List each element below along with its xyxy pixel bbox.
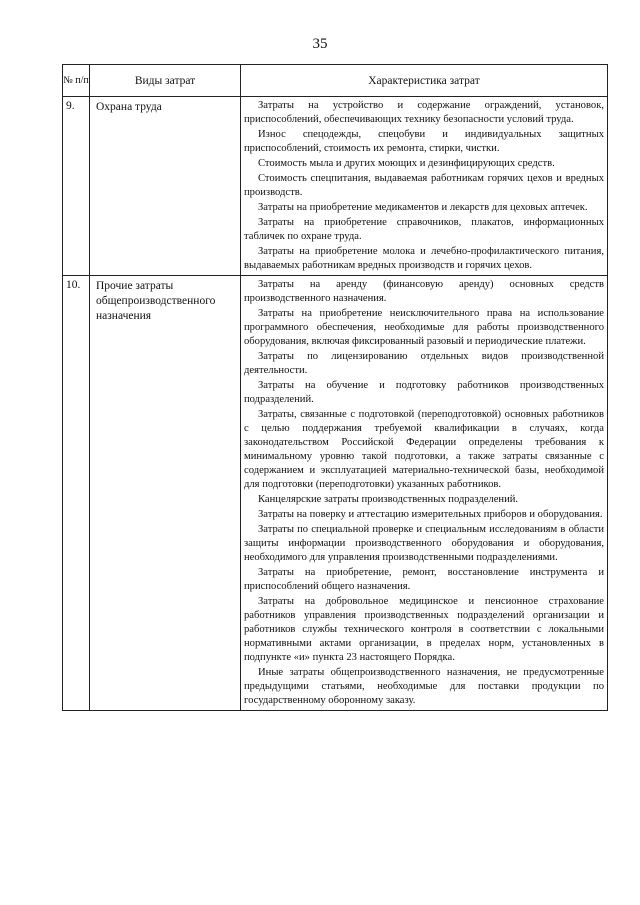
characteristic-paragraph: Затраты, связанные с подготовкой (переподготовкой) основных работников с целью поддержания требуемой квалификации в случаях, когда законодательством Российской Федерации определены требования к минимальному уровню такой подготовки, а также затраты связанные с содержанием и эксплуатацией материально-технической базы, необходимой для подготовки (переподготовки) указанных работников. [244,409,604,490]
table-row-10 [63,276,608,711]
characteristic-paragraph: Затраты на приобретение справочников, плакатов, информационных табличек по охране труда. [244,217,604,242]
characteristic-paragraph: Затраты на аренду (финансовую аренду) основных средств производственного назначения. [244,279,604,304]
characteristic-paragraph: Затраты на приобретение неисключительного права на использование программного обеспечения, необходимые для работы производственного оборудования, включая фиксированный разовый и периодические платежи. [244,308,604,347]
table-row-9 [63,97,608,276]
header-cost-characteristic: Характеристика затрат [241,65,608,97]
characteristic-paragraph: Затраты на приобретение, ремонт, восстановление инструмента и приспособлений общего назначения. [244,567,604,592]
row-number: 9. [63,97,90,276]
row-cost-type: Прочие затраты общепроизводственного назначения [90,276,241,711]
characteristic-paragraph: Канцелярские затраты производственных подразделений. [258,494,519,505]
characteristic-paragraph: Затраты на обучение и подготовку работников производственных подразделений. [244,380,604,405]
characteristic-paragraph: Затраты по лицензированию отдельных видов производственной деятельности. [244,351,604,376]
characteristic-paragraph: Стоимость спецпитания, выдаваемая работникам горячих цехов и вредных производств. [244,173,604,198]
characteristic-paragraph: Стоимость мыла и других моющих и дезинфицирующих средств. [258,158,555,169]
row-characteristic [241,97,608,276]
characteristic-paragraph: Затраты по специальной проверке и специальным исследованиям в области защиты информации производственного оборудования и оборудования, необходимого для управления производственными подразделениями. [244,524,604,563]
characteristic-paragraph: Затраты на поверку и аттестацию измерительных приборов и оборудования. [258,509,603,520]
cost-table [62,64,608,711]
characteristic-paragraph: Затраты на приобретение молока и лечебно-профилактического питания, выдаваемых работникам вредных производств и горячих цехов. [244,246,604,271]
header-cost-type: Виды затрат [90,65,241,97]
header-number: № п/п [63,65,90,97]
characteristic-paragraph: Затраты на устройство и содержание ограждений, установок, приспособлений, обеспечивающих технику безопасности условий труда. [244,100,604,125]
characteristic-paragraph: Затраты на добровольное медицинское и пенсионное страхование работников управления производственных подразделений организации и работников службы технического контроля в соответствии с локальными нормативными актами организации, в пределах норм, установленных в подпункте «и» пункта 23 настоящего Порядка. [244,596,604,663]
row-number: 10. [63,276,90,711]
row-characteristic [241,276,608,711]
characteristic-paragraph: Затраты на приобретение медикаментов и лекарств для цеховых аптечек. [258,202,588,213]
page-number: 35 [312,36,328,52]
table-header-row [63,65,608,97]
characteristic-paragraph: Иные затраты общепроизводственного назначения, не предусмотренные предыдущими статьями, необходимые для поставки продукции по государственному оборонному заказу. [244,667,604,706]
characteristic-paragraph: Износ спецодежды, спецобуви и индивидуальных защитных приспособлений, стоимость их ремонта, стирки, чистки. [244,129,604,154]
row-cost-type: Охрана труда [90,97,241,276]
